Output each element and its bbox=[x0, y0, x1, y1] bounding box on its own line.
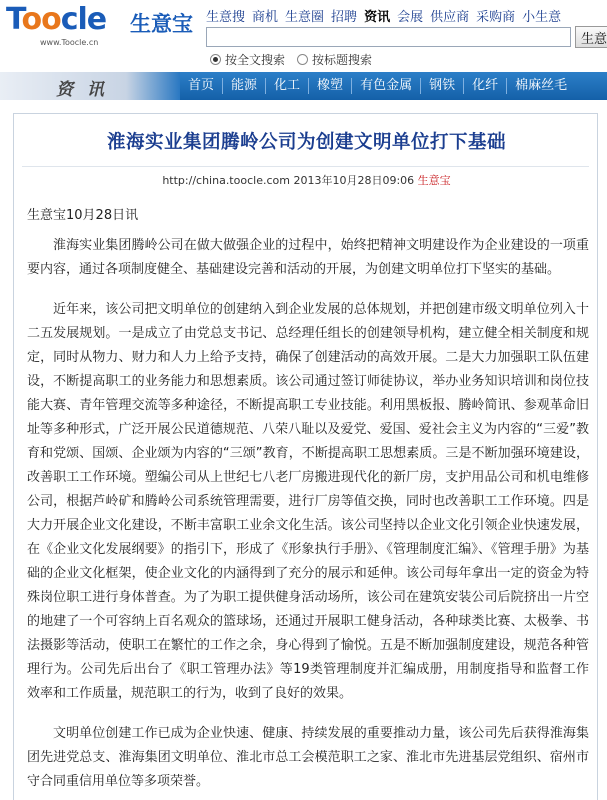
article-source[interactable]: 生意宝 bbox=[417, 174, 451, 187]
topnav-item-active[interactable]: 资讯 bbox=[364, 10, 391, 25]
search-button[interactable]: 生意 bbox=[575, 26, 607, 48]
article-paragraph: 文明单位创建工作已成为企业快速、健康、持续发展的重要推动力量，该公司先后获得淮海集团先进党总支、淮海集团文明单位、淮北市总工会模范职工之家、淮北市先进基层党组织、宿州市守合同重信用单位等多项荣誉。 bbox=[27, 726, 589, 789]
search-mode-options bbox=[210, 51, 384, 68]
channel-bar bbox=[0, 72, 607, 100]
category-item[interactable]: 棉麻丝毛 bbox=[506, 78, 575, 94]
channel-title-text: 资 讯 bbox=[56, 80, 108, 100]
topnav-item[interactable]: 小生意 bbox=[522, 10, 562, 25]
article-meta bbox=[14, 172, 599, 188]
article-url[interactable]: http://china.toocle.com bbox=[162, 174, 290, 187]
topnav-item[interactable]: 采购商 bbox=[476, 10, 516, 25]
article-panel bbox=[13, 113, 598, 800]
category-item[interactable]: 首页 bbox=[188, 78, 215, 93]
logo-url: www.Toocle.cn bbox=[40, 38, 99, 47]
topnav-item[interactable]: 会展 bbox=[397, 10, 424, 25]
topnav-item[interactable]: 商机 bbox=[252, 10, 279, 25]
category-item[interactable]: 化纤 bbox=[463, 78, 506, 94]
category-item[interactable]: 能源 bbox=[222, 78, 265, 94]
article-time: 2013年10月28日09:06 bbox=[293, 174, 415, 187]
category-item[interactable]: 化工 bbox=[265, 78, 308, 94]
category-navigation bbox=[180, 72, 575, 100]
radio-unchecked-icon[interactable] bbox=[297, 54, 308, 65]
top-navigation bbox=[206, 6, 568, 24]
category-item[interactable]: 橡塑 bbox=[308, 78, 351, 94]
radio-label: 按标题搜索 bbox=[312, 53, 373, 67]
category-item[interactable]: 有色金属 bbox=[351, 78, 420, 94]
logo-wordmark: Toocle bbox=[6, 2, 107, 37]
title-divider bbox=[22, 166, 589, 167]
topnav-item[interactable]: 生意搜 bbox=[206, 10, 246, 25]
article-paragraph: 淮海实业集团腾岭公司在做大做强企业的过程中，始终把精神文明建设作为企业建设的一项重要内容，通过各项制度健全、基础建设完善和活动的开展，为创建文明单位打下坚实的基础。 bbox=[27, 238, 589, 277]
radio-checked-icon[interactable] bbox=[210, 54, 221, 65]
article-dateline: 生意宝10月28日讯 bbox=[27, 208, 139, 223]
category-item[interactable]: 钢铁 bbox=[420, 78, 463, 94]
article-body bbox=[27, 234, 589, 800]
topnav-item[interactable]: 生意圈 bbox=[285, 10, 325, 25]
topnav-item[interactable]: 供应商 bbox=[430, 10, 470, 25]
channel-title bbox=[0, 72, 180, 100]
search-input[interactable] bbox=[206, 27, 571, 47]
radio-title-search[interactable] bbox=[297, 51, 372, 68]
topnav-item[interactable]: 招聘 bbox=[331, 10, 358, 25]
radio-label: 按全文搜索 bbox=[225, 53, 286, 67]
site-logo[interactable] bbox=[6, 4, 202, 46]
radio-fulltext-search[interactable] bbox=[210, 51, 285, 68]
site-header bbox=[0, 0, 607, 72]
logo-chinese-name: 生意宝 bbox=[130, 12, 193, 36]
article-title: 淮海实业集团腾岭公司为创建文明单位打下基础 bbox=[106, 132, 506, 153]
article-paragraph: 近年来，该公司把文明单位的创建纳入到企业发展的总体规划，并把创建市级文明单位列入十二五发展规划。一是成立了由党总支书记、总经理任组长的创建领导机构，建立健全相关制度和规定，同时从物力、财力和人力上给予支持，确保了创建活动的高效开展。二是大力加强职工队伍建设，不断提高职工的业务能力和思想素质。该公司通过签订师徒协议，举办业务知识培训和岗位技能大赛、青年管理交流等多种途径，不断提高职工专业技能。利用黑板报、腾岭简讯、参观革命旧址等多种形式，广泛开展公民道德规范、八荣八耻以及爱党、爱国、爱社会主义为内容的“三爱”教育和党颂、国颂、企业颂为内容的“三颂”教育，不断提高职工思想素质。三是不断加强环境建设，改善职工工作环境。塑编公司从上世纪七八老厂房搬进现代化的新厂房，支护用品公司和机电维修公司，根据芦岭矿和腾岭公司系统管理需要，进行厂房等值交换，同时也改善职工工作环境。四是大力开展企业文化建设，不断丰富职工业余文化生活。该公司坚持以企业文化引领企业快速发展，在《企业文化发展纲要》的指引下，形成了《形象执行手册》、《管理制度汇编》、《管理手册》为基础的企业文化框架，使企业文化的内涵得到了充分的展示和延伸。该公司每年拿出一定的资金为特殊岗位职工进行身体普查。为了为职工提供健身活动场所，该公司在建筑安装公司后院挤出一片空的地建了一个可容纳上百名观众的篮球场，还通过开展职工健身活动，各种球类比赛、太极拳、书法摄影等活动，使职工在繁忙的工作之余，身心得到了愉悦。五是不断加强制度建设，规范各种管理行为。公司先后出台了《职工管理办法》等19类管理制度并汇编成册，用制度指导和监督工作效率和工作质量，规范职工的行为，收到了良好的效果。 bbox=[27, 302, 589, 701]
